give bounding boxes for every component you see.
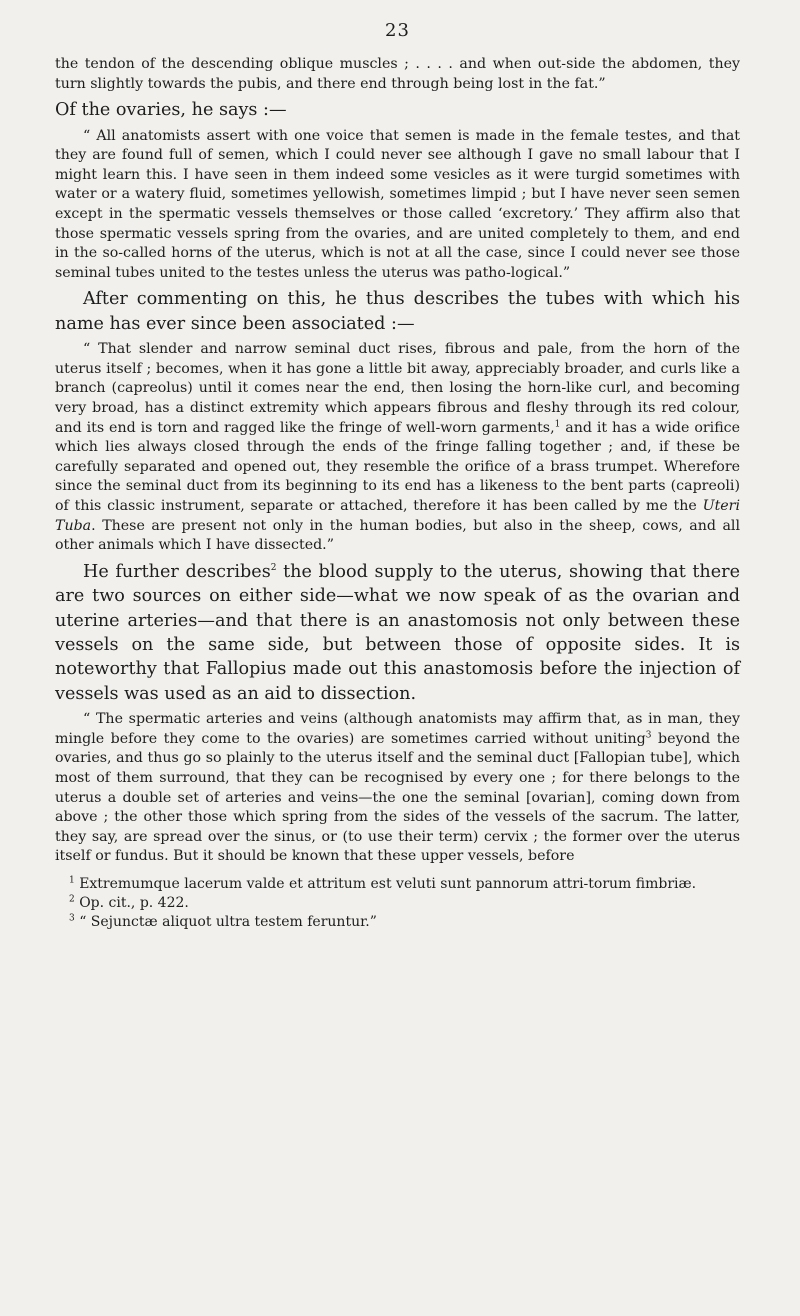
footnote-text: Op. cit., p. 422. xyxy=(79,894,189,911)
quote-paragraph xyxy=(55,340,740,556)
paragraph-text: “ The spermatic arteries and veins (although anatomists may affirm that, as in man, they mingle before they come to the ovaries) are sometimes carried without uniting xyxy=(55,711,740,747)
footnote-ref: 2 xyxy=(270,562,277,573)
footnote-mark: 3 xyxy=(69,913,75,924)
paragraph-text: “ All anatomists assert with one voice that semen is made in the female testes, and that they are found full of semen, which I could never see although I gave no small labour that I might learn this. I have seen in them indeed some vesicles as it were turgid sometimes with water or a watery fluid, sometimes yellowish, sometimes limpid ; but I have never seen semen except in the spermatic vessels themselves or those called ‘excretory.’ They affirm also that those spermatic vessels spring from the ovaries, and are united completely to them, and end in the so-called horns of the uterus, which is not at all the case, since I could never see those seminal tubes united to the testes unless the uterus was patho-logical.” xyxy=(55,127,740,281)
footnote-mark: 1 xyxy=(69,875,75,886)
paragraph-text: beyond the ovaries, and thus go so plainly to the uterus itself and the seminal duct [Fallopian tube], which most of them surround, that they can be recognised by every one ; for there belongs to the uterus a double set of arteries and veins—the one the seminal [ovarian], coming down from above ; the other those which spring from the sides of the vessels of the sacrum. The latter, they say, are spread over the sinus, or (to use their term) cervix ; the former over the uterus itself or fundus. But it should be known that these upper vessels, before xyxy=(55,730,740,865)
paragraph-text: Of the ovaries, he says :— xyxy=(55,100,287,121)
body-paragraph xyxy=(55,98,740,122)
paragraph-text: After commenting on this, he thus describes the tubes with which his name has ever since been associated :— xyxy=(55,289,740,334)
paragraph-text: the blood supply to the uterus, showing that there are two sources on either side—what we now speak of as the ovarian and uterine arteries—and that there is an anastomosis not only between these vessels on the same side, but between those of opposite sides. It is noteworthy that Fallopius made out this anastomosis before the injection of vessels was used as an aid to dissection. xyxy=(55,561,741,704)
quote-paragraph xyxy=(55,55,740,94)
footnotes xyxy=(55,875,740,932)
footnote-text: “ Sejunctæ aliquot ultra testem feruntur.” xyxy=(79,913,377,930)
body-paragraph xyxy=(55,287,740,336)
footnote xyxy=(55,875,740,894)
paragraph-text: and it has a wide orifice which lies always closed through the ends of the fringe falling together ; and, if these be carefully separated and opened out, they resemble the orifice of a brass trumpet. Wherefore since the seminal duct from its beginning to its end has a likeness to the bent parts (capreoli) of this classic instrument, separate or attached, therefore it has been called by me the xyxy=(55,419,740,514)
body-paragraph xyxy=(55,560,740,706)
quote-paragraph xyxy=(55,127,740,284)
footnote xyxy=(55,894,740,913)
quote-paragraph xyxy=(55,710,740,867)
footnote-ref: 3 xyxy=(645,729,652,740)
paragraph-text: “ That slender and narrow seminal duct rises, fibrous and pale, from the horn of the uterus itself ; becomes, when it has gone a little bit away, appreciably broader, and curls like a branch (capreolus) until it comes near the end, then losing the horn-like curl, and becoming very broad, has a distinct extremity which appears fibrous and fleshy through its red colour, and its end is torn and ragged like the fringe of well-worn garments, xyxy=(55,341,740,436)
paragraph-text: the tendon of the descending oblique muscles ; . . . . and when out-side the abdomen, they turn slightly towards the pubis, and there end through being lost in the fat.” xyxy=(55,56,740,92)
page-number: 23 xyxy=(385,20,410,41)
footnote-mark: 2 xyxy=(69,894,75,905)
paragraph-text: . These are present not only in the human bodies, but also in the sheep, cows, and all other animals which I have dissected.” xyxy=(55,517,740,554)
footnote-ref: 1 xyxy=(554,418,561,429)
italic-term: Uteri Tuba xyxy=(55,497,740,534)
paragraph-text: He further describes xyxy=(83,561,271,582)
footnote xyxy=(55,913,740,932)
footnote-text: Extremumque lacerum valde et attritum est veluti sunt pannorum attri-torum fimbriæ. xyxy=(79,875,697,892)
